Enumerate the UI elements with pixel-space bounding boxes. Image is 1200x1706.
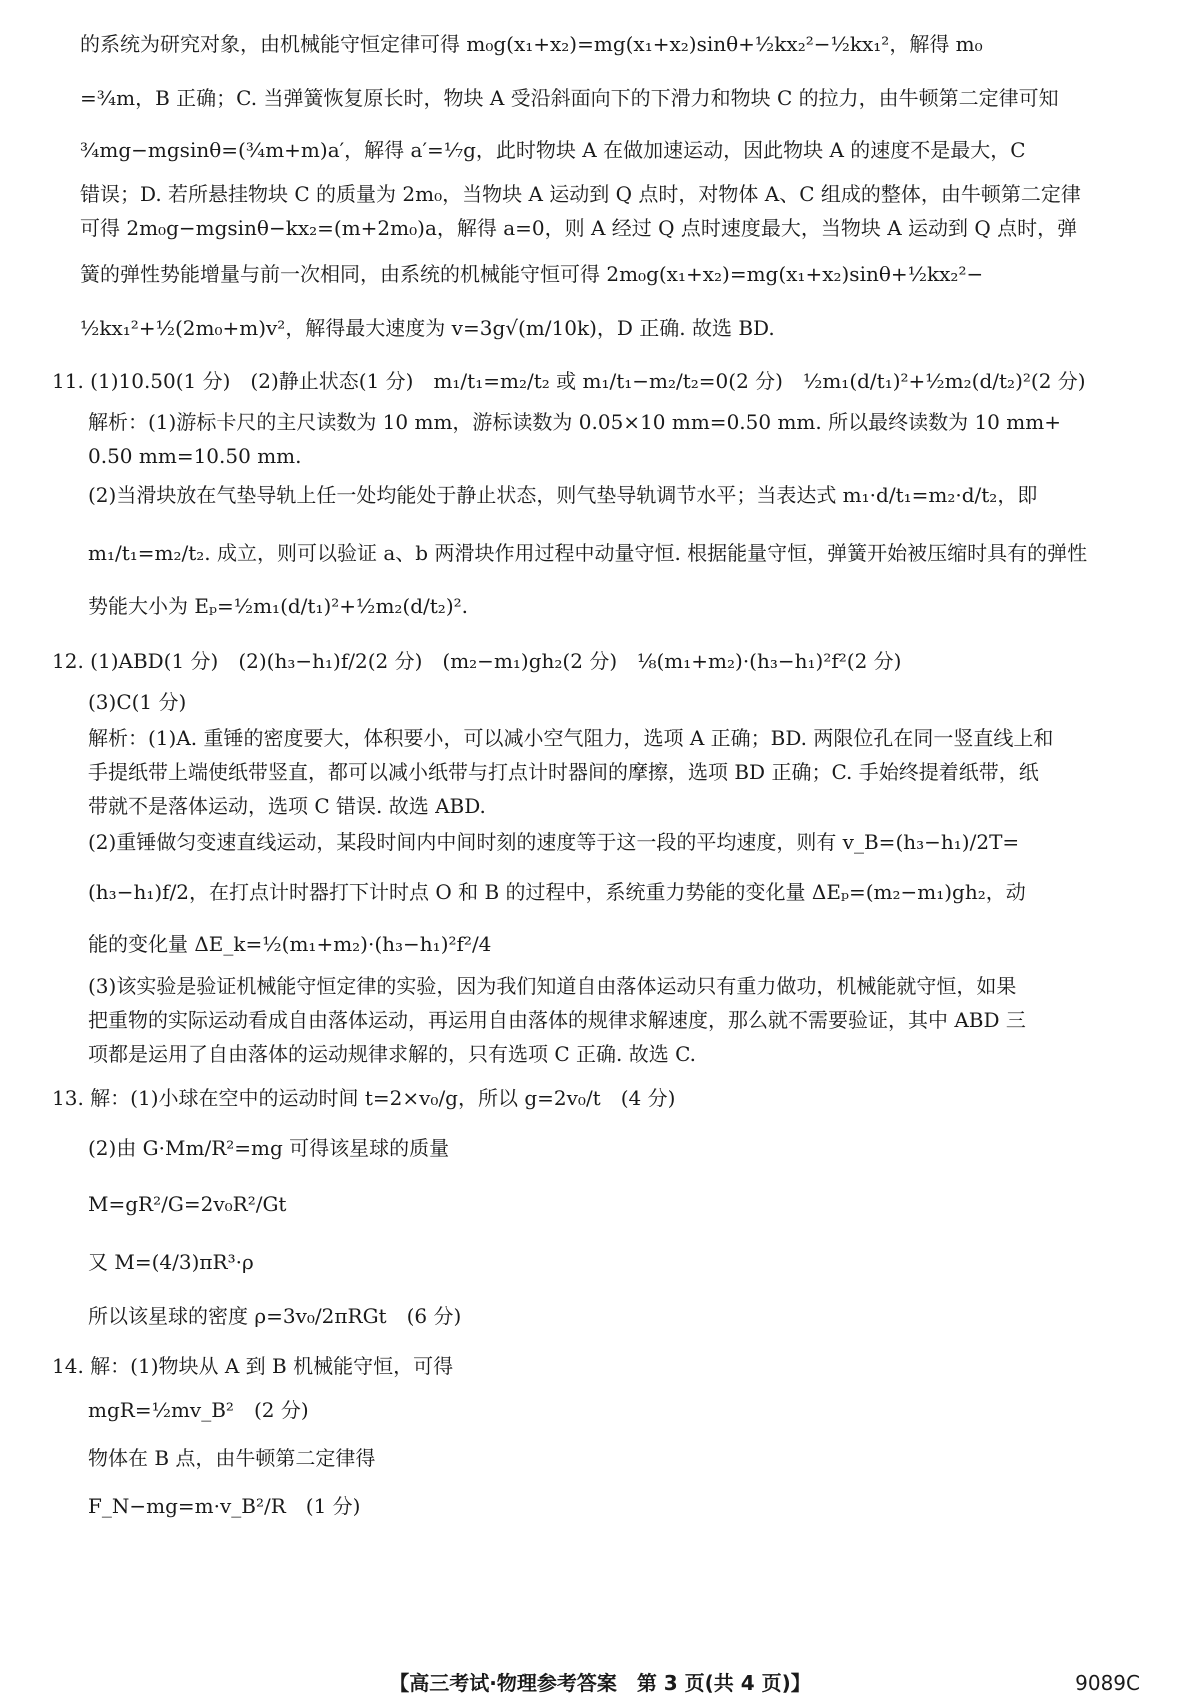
- text-line: 项都是运用了自由落体的运动规律求解的，只有选项 C 正确. 故选 C.: [88, 1042, 697, 1066]
- text-line: 势能大小为 Eₚ=½m₁(d/t₁)²+½m₂(d/t₂)².: [88, 594, 468, 618]
- text-line: =¾m，B 正确；C. 当弹簧恢复原长时，物块 A 受沿斜面向下的下滑力和物块 C 的拉力，由牛顿第二定律可知: [80, 86, 1059, 110]
- text-line: 解析：(1)A. 重锤的密度要大，体积要小，可以减小空气阻力，选项 A 正确；BD. 两限位孔在同一竖直线上和: [88, 726, 1054, 750]
- page-footer: [0, 1668, 1200, 1698]
- footer-code: 9089C: [1075, 1671, 1140, 1695]
- text-line: m₁/t₁=m₂/t₂. 成立，则可以验证 a、b 两滑块作用过程中动量守恒. 根据能量守恒，弹簧开始被压缩时具有的弹性: [88, 541, 1088, 565]
- text-line: F_N−mg=m·v_B²/R (1 分): [88, 1494, 361, 1518]
- text-line: ½kx₁²+½(2m₀+m)v²，解得最大速度为 v=3g√(m/10k)，D 正确. 故选 BD.: [80, 316, 775, 340]
- text-line: (2)由 G·Mm/R²=mg 可得该星球的质量: [88, 1136, 450, 1160]
- text-line: 能的变化量 ΔE_k=½(m₁+m₂)·(h₃−h₁)²f²/4: [88, 932, 492, 956]
- question-14-answer: 14. 解：(1)物块从 A 到 B 机械能守恒，可得: [52, 1354, 454, 1378]
- text-line: 又 M=(4/3)πR³·ρ: [88, 1250, 254, 1274]
- question-12-answers: 12. (1)ABD(1 分) (2)(h₃−h₁)f/2(2 分) (m₂−m₁)gh₂(2 分) ⅛(m₁+m₂)·(h₃−h₁)²f²(2 分): [52, 649, 902, 673]
- question-13-answer: 13. 解：(1)小球在空中的运动时间 t=2×v₀/g，所以 g=2v₀/t (4 分): [52, 1086, 676, 1110]
- text-line: 所以该星球的密度 ρ=3v₀/2πRGt (6 分): [88, 1304, 462, 1328]
- text-line: 可得 2m₀g−mgsinθ−kx₂=(m+2m₀)a，解得 a=0，则 A 经过 Q 点时速度最大，当物块 A 运动到 Q 点时，弹: [80, 216, 1078, 240]
- text-line: 0.50 mm=10.50 mm.: [88, 444, 302, 468]
- footer-title: 【高三考试·物理参考答案 第 3 页(共 4 页)】: [389, 1671, 811, 1695]
- question-11-answers: 11. (1)10.50(1 分) (2)静止状态(1 分) m₁/t₁=m₂/t₂ 或 m₁/t₁−m₂/t₂=0(2 分) ½m₁(d/t₁)²+½m₂(d/t₂)²(2 分): [52, 369, 1086, 393]
- text-line: 物体在 B 点，由牛顿第二定律得: [88, 1446, 376, 1470]
- text-line: (2)重锤做匀变速直线运动，某段时间内中间时刻的速度等于这一段的平均速度，则有 v_B=(h₃−h₁)/2T=: [88, 830, 1020, 854]
- text-line: M=gR²/G=2v₀R²/Gt: [88, 1192, 287, 1216]
- text-line: 带就不是落体运动，选项 C 错误. 故选 ABD.: [88, 794, 486, 818]
- text-line: 手提纸带上端使纸带竖直，都可以减小纸带与打点计时器间的摩擦，选项 BD 正确；C. 手始终提着纸带，纸: [88, 760, 1039, 784]
- text-line: mgR=½mv_B² (2 分): [88, 1398, 309, 1422]
- text-line: (h₃−h₁)f/2，在打点计时器打下计时点 O 和 B 的过程中，系统重力势能的变化量 ΔEₚ=(m₂−m₁)gh₂，动: [88, 880, 1026, 904]
- text-line: ¾mg−mgsinθ=(¾m+m)a′，解得 a′=⅐g，此时物块 A 在做加速运动，因此物块 A 的速度不是最大，C: [80, 138, 1026, 162]
- text-line: 的系统为研究对象，由机械能守恒定律可得 m₀g(x₁+x₂)=mg(x₁+x₂)sinθ+½kx₂²−½kx₁²，解得 m₀: [80, 32, 983, 56]
- text-line: 错误；D. 若所悬挂物块 C 的质量为 2m₀，当物块 A 运动到 Q 点时，对物体 A、C 组成的整体，由牛顿第二定律: [80, 182, 1081, 206]
- text-line: 簧的弹性势能增量与前一次相同，由系统的机械能守恒可得 2m₀g(x₁+x₂)=mg(x₁+x₂)sinθ+½kx₂²−: [80, 262, 984, 286]
- text-line: (3)该实验是验证机械能守恒定律的实验，因为我们知道自由落体运动只有重力做功，机械能就守恒，如果: [88, 974, 1017, 998]
- text-line: (2)当滑块放在气垫导轨上任一处均能处于静止状态，则气垫导轨调节水平；当表达式 m₁·d/t₁=m₂·d/t₂，即: [88, 483, 1038, 507]
- text-line: 解析：(1)游标卡尺的主尺读数为 10 mm，游标读数为 0.05×10 mm=0.50 mm. 所以最终读数为 10 mm+: [88, 410, 1061, 434]
- text-line: (3)C(1 分): [88, 690, 187, 714]
- text-line: 把重物的实际运动看成自由落体运动，再运用自由落体的规律求解速度，那么就不需要验证，其中 ABD 三: [88, 1008, 1026, 1032]
